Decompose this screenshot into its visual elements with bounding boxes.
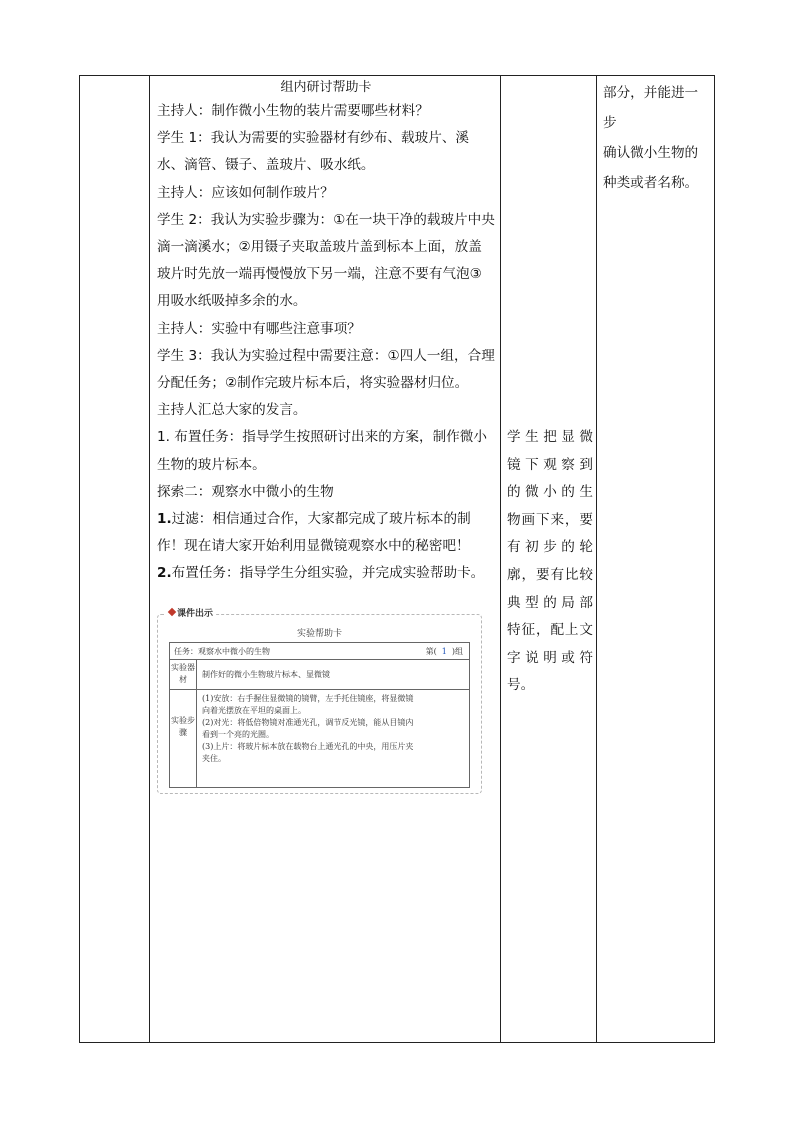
dialogue-line: 学生 2：我认为实验步骤为：①在一块干净的载玻片中央滴一滴溪水；②用镊子夹取盖玻片盖到标本上面，放盖玻片时先放一端再慢慢放下另一端，注意不要有气泡③用吸水纸吸掉多余的水。: [157, 211, 495, 310]
dialogue-line: 学生 1：我认为需要的实验器材有纱布、载玻片、溪水、滴管、镊子、盖玻片、吸水纸。: [157, 130, 470, 174]
experiment-card-title: 实验帮助卡: [296, 629, 342, 639]
student-activity-cell: [501, 76, 597, 1042]
task-row: 任务：观察水中微小的生物 第( 1 )组: [170, 643, 469, 660]
help-card-heading: 组内研讨帮助卡: [280, 80, 372, 95]
dialogue-line: 主持人：制作微小生物的装片需要哪些材料？: [157, 103, 429, 119]
dialogue-line: 学生 3：我认为实验过程中需要注意：①四人一组，合理分配任务；②制作完玻片标本后，将实验器材归位。: [157, 347, 495, 392]
design-intent-cell: 部分，并能进一步 确认微小生物的 种类或者名称。: [603, 85, 699, 191]
steps-list: (1)安放：右手握住显微镜的镜臂，左手托住镜座，将显微镜 向着光摆放在平坦的桌面上。 (2)对光：将低倍物镜对准通光孔，调节反光镜，能从目镜内 看到一个亮的光圈。 (3)上片：将玻片标本放在载物台上通光孔的中央，用压片夹 夹住。: [202, 694, 414, 763]
summary-line: 主持人汇总大家的发言。: [157, 402, 307, 419]
lesson-plan-table: [79, 75, 715, 1043]
task-assignment: 1. 布置任务：指导学生按照研讨出来的方案，制作微小生物的玻片标本。: [157, 429, 487, 473]
dialogue-line: 主持人：实验中有哪些注意事项？: [157, 320, 361, 337]
filter-step: 1.过滤：相信通过合作，大家都完成了玻片标本的制作！现在请大家开始利用显微镜观察水中的秘密吧！: [157, 511, 471, 555]
courseware-tag: 课件出示: [166, 606, 216, 619]
diamond-icon: [168, 608, 176, 616]
group-task-step: 2.布置任务：指导学生分组实验，并完成实验帮助卡。: [157, 565, 485, 582]
teaching-activity-cell: [150, 76, 501, 1042]
experiment-card-table: [169, 642, 470, 788]
exploration-heading: 探索二：观察水中微小的生物: [157, 483, 334, 500]
dialogue-line: 主持人：应该如何制作玻片？: [157, 184, 334, 201]
steps-row: 实验步骤 (1)安放：右手握住显微镜的镜臂，左手托住镜座，将显微镜 向着光摆放在平坦的桌面上。 (2)对光：将低倍物镜对准通光孔，调节反光镜，能从目镜内 看到一个亮的光圈。 (3)上片：将玻片标本放在载物台上通光孔的中央，用压片夹 夹住。: [170, 689, 469, 787]
materials-row: 实验器材 制作好的微小生物玻片标本、显微镜: [170, 659, 469, 690]
student-activity-text: 学生把显微 镜下观察到 的微小的生 物画下来，要 有初步的轮 廓，要有比较 典型的局部 特征，配上文 字说明或符 号。: [507, 429, 593, 694]
label-divider: [196, 659, 197, 787]
group-number: 第( 1 )组: [425, 647, 463, 656]
